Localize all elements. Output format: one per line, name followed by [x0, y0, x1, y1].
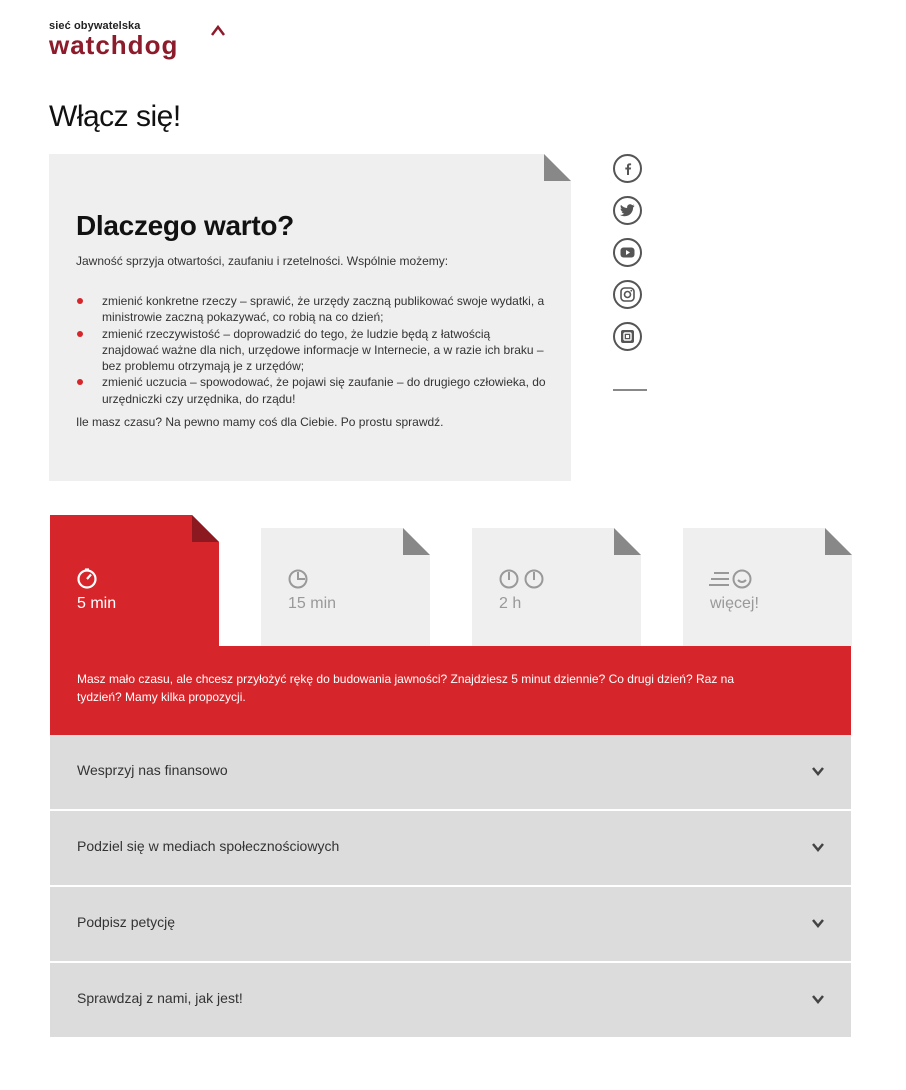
accordion-item-check[interactable]: [50, 963, 851, 1037]
twitter-icon[interactable]: [613, 196, 642, 225]
accordion-label: Sprawdzaj z nami, jak jest!: [77, 990, 243, 1006]
why-outro: Ile masz czasu? Na pewno mamy coś dla Ciebie. Po prostu sprawdź.: [76, 415, 444, 429]
caret-up-icon[interactable]: [210, 24, 226, 38]
list-item: zmienić rzeczywistość – doprowadzić do tego, że ludzie będą z łatwością znajdować ważne dla nich, urzędowe informacje w Internecie, a w razie ich braku – bez problemu otrzymają je z urzędów;: [76, 326, 546, 375]
tab-label: 15 min: [288, 595, 337, 612]
clock-quarter-icon: [287, 568, 309, 590]
accordion-item-share[interactable]: [50, 811, 851, 885]
tab-wiecej[interactable]: [683, 528, 852, 646]
youtube-icon[interactable]: [613, 238, 642, 267]
tab-panel-text: Masz mało czasu, ale chcesz przyłożyć rękę do budowania jawności? Znajdziesz 5 minut dziennie? Co drugi dzień? Raz na tydzień? Mamy kilka propozycji.: [77, 672, 734, 704]
chevron-down-icon: [811, 841, 825, 853]
chevron-down-icon: [811, 917, 825, 929]
tab-label: 2 h: [499, 595, 522, 612]
instagram-icon[interactable]: [613, 280, 642, 309]
tab-label: więcej!: [710, 595, 759, 612]
wykop-icon[interactable]: [613, 322, 642, 351]
chevron-down-icon: [811, 993, 825, 1005]
tab-5-min[interactable]: [50, 515, 219, 646]
why-list: [76, 293, 546, 407]
list-item: zmienić konkretne rzeczy – sprawić, że urzędy zaczną publikować swoje wydatki, a ministrowie zaczną pokazywać, co robią na co dzień;: [76, 293, 546, 326]
accordion-item-support[interactable]: [50, 735, 851, 809]
tab-15-min[interactable]: [261, 528, 430, 646]
why-panel: [49, 154, 571, 481]
corner-fold: [614, 528, 641, 555]
why-title: Dlaczego warto?: [76, 210, 294, 241]
accordion-item-petition[interactable]: [50, 887, 851, 961]
tab-label: 5 min: [77, 595, 117, 612]
corner-fold: [544, 154, 571, 181]
facebook-icon[interactable]: [613, 154, 642, 183]
list-item: zmienić uczucia – spowodować, że pojawi się zaufanie – do drugiego człowieka, do urzędniczki czy urzędnika, do rządu!: [76, 374, 546, 407]
page-title: Włącz się!: [49, 100, 181, 133]
accordion-label: Podpisz petycję: [77, 914, 176, 930]
divider: [613, 389, 647, 391]
corner-fold: [403, 528, 430, 555]
logo-subtitle: sieć obywatelska: [49, 20, 141, 32]
clocks-icon: [498, 568, 545, 590]
logo-wordmark: watchdog: [49, 30, 179, 60]
accordion-label: Podziel się w mediach społecznościowych: [77, 838, 340, 854]
tab-2-h[interactable]: [472, 528, 641, 646]
smile-fast-icon: [709, 568, 755, 590]
corner-fold: [192, 515, 219, 542]
accordion-label: Wesprzyj nas finansowo: [77, 762, 228, 778]
tab-panel: [50, 646, 851, 735]
why-intro: Jawność sprzyja otwartości, zaufaniu i rzetelności. Wspólnie możemy:: [76, 254, 449, 268]
corner-fold: [825, 528, 852, 555]
chevron-down-icon: [811, 765, 825, 777]
timer-icon: [76, 568, 98, 590]
